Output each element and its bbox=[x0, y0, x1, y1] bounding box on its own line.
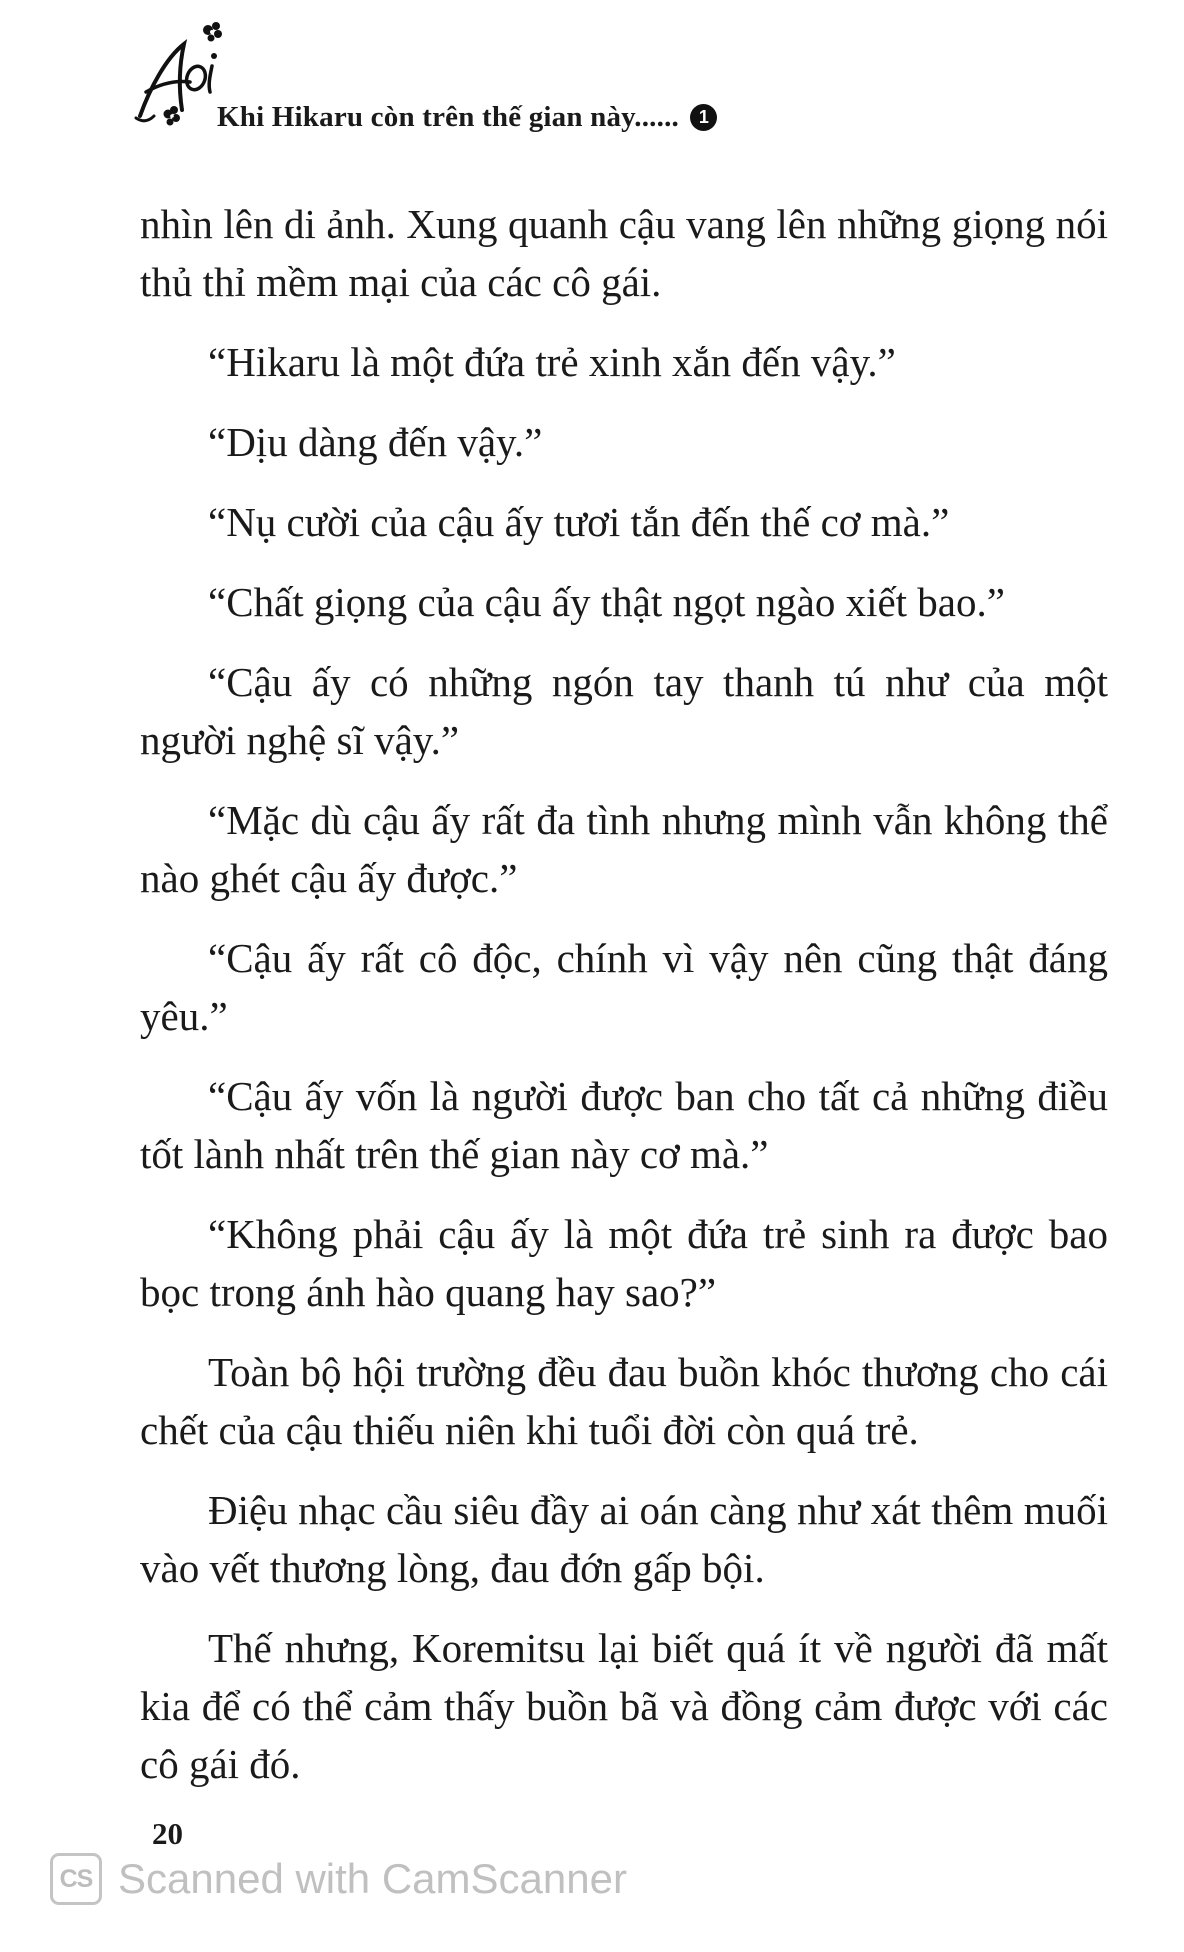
paragraph: “Hikaru là một đứa trẻ xinh xắn đến vậy.” bbox=[208, 339, 896, 385]
watermark-text: Scanned with CamScanner bbox=[118, 1855, 627, 1902]
paragraph: “Chất giọng của cậu ấy thật ngọt ngào xiết bao.” bbox=[208, 579, 1005, 625]
camscanner-watermark bbox=[50, 1851, 627, 1907]
paragraph: “Cậu ấy rất cô độc, chính vì vậy nên cũng thật đáng yêu.” bbox=[140, 935, 1108, 1039]
running-header bbox=[132, 18, 1032, 138]
paragraph: Toàn bộ hội trường đều đau buồn khóc thương cho cái chết của cậu thiếu niên khi tuổi đời còn quá trẻ. bbox=[140, 1349, 1108, 1453]
body-text bbox=[140, 195, 1108, 1815]
camscanner-logo-icon: CS bbox=[50, 1853, 102, 1905]
page-number: 20 bbox=[152, 1816, 183, 1851]
paragraph: “Cậu ấy vốn là người được ban cho tất cả những điều tốt lành nhất trên thế gian này cơ mà.” bbox=[140, 1073, 1108, 1177]
paragraph: “Không phải cậu ấy là một đứa trẻ sinh ra được bao bọc trong ánh hào quang hay sao?” bbox=[140, 1211, 1108, 1315]
book-title bbox=[217, 101, 717, 134]
paragraph: “Cậu ấy có những ngón tay thanh tú như của một người nghệ sĩ vậy.” bbox=[140, 659, 1108, 763]
paragraph: “Mặc dù cậu ấy rất đa tình nhưng mình vẫn không thể nào ghét cậu ấy được.” bbox=[140, 797, 1108, 901]
paragraph: “Nụ cười của cậu ấy tươi tắn đến thế cơ mà.” bbox=[208, 499, 950, 545]
paragraph: Điệu nhạc cầu siêu đầy ai oán càng như xát thêm muối vào vết thương lòng, đau đớn gấp bội. bbox=[140, 1487, 1108, 1591]
book-title-text: Khi Hikaru còn trên thế gian này...... bbox=[217, 101, 679, 133]
paragraph: “Dịu dàng đến vậy.” bbox=[208, 419, 543, 465]
paragraph: nhìn lên di ảnh. Xung quanh cậu vang lên những giọng nói thủ thỉ mềm mại của các cô gái. bbox=[140, 201, 1108, 305]
volume-badge: 1 bbox=[690, 104, 717, 131]
paragraph: Thế nhưng, Koremitsu lại biết quá ít về người đã mất kia để có thể cảm thấy buồn bã và đồng cảm được với các cô gái đó. bbox=[140, 1625, 1108, 1787]
